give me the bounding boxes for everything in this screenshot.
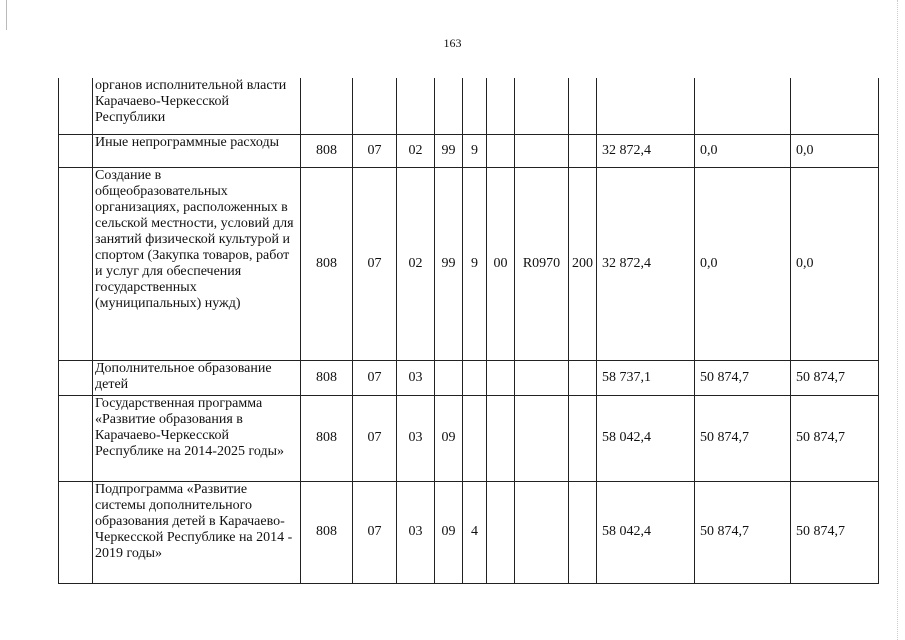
gr-cell: 808 (301, 360, 353, 395)
value2-cell: 50 874,7 (695, 395, 791, 481)
row-name: Государственная программа «Развитие образования в Карачаево-Черкесской Республике на 2014-2025 годы» (93, 395, 301, 481)
value3-cell: 50 874,7 (791, 481, 879, 583)
index-cell (59, 360, 93, 395)
row-name: Подпрограмма «Развитие системы дополнительного образования детей в Карачаево-Черкесской Республике на 2014 - 2019 годы» (93, 481, 301, 583)
value2-cell (695, 78, 791, 134)
cs2-cell (463, 395, 487, 481)
cs2-cell: 9 (463, 167, 487, 360)
cs4-cell (515, 360, 569, 395)
cs2-cell (463, 78, 487, 134)
pr-cell: 03 (397, 360, 435, 395)
index-cell (59, 167, 93, 360)
value3-cell: 50 874,7 (791, 395, 879, 481)
vr-cell (569, 134, 597, 167)
vr-cell (569, 360, 597, 395)
pr-cell: 02 (397, 134, 435, 167)
margin-mark (6, 0, 7, 30)
value2-cell: 50 874,7 (695, 481, 791, 583)
cs1-cell (435, 78, 463, 134)
value3-cell (791, 78, 879, 134)
pr-cell: 03 (397, 481, 435, 583)
pr-cell: 02 (397, 167, 435, 360)
gr-cell: 808 (301, 481, 353, 583)
cs2-cell: 4 (463, 481, 487, 583)
cs1-cell: 09 (435, 395, 463, 481)
cs4-cell (515, 481, 569, 583)
cs2-cell (463, 360, 487, 395)
rz-cell: 07 (353, 134, 397, 167)
rz-cell (353, 78, 397, 134)
row-name: Дополнительное образование детей (93, 360, 301, 395)
cs3-cell (487, 395, 515, 481)
index-cell (59, 395, 93, 481)
value1-cell: 32 872,4 (597, 167, 695, 360)
pr-cell: 03 (397, 395, 435, 481)
value1-cell (597, 78, 695, 134)
page-number: 163 (443, 36, 462, 50)
value1-cell: 58 042,4 (597, 481, 695, 583)
cs3-cell (487, 134, 515, 167)
pr-cell (397, 78, 435, 134)
cs2-cell: 9 (463, 134, 487, 167)
value2-cell: 0,0 (695, 134, 791, 167)
cs1-cell: 99 (435, 167, 463, 360)
value2-cell: 50 874,7 (695, 360, 791, 395)
gr-cell (301, 78, 353, 134)
value3-cell: 0,0 (791, 167, 879, 360)
cs3-cell (487, 481, 515, 583)
table-row (59, 395, 879, 481)
cs1-cell: 99 (435, 134, 463, 167)
rz-cell: 07 (353, 395, 397, 481)
cs4-cell (515, 78, 569, 134)
rz-cell: 07 (353, 167, 397, 360)
gr-cell: 808 (301, 167, 353, 360)
vr-cell (569, 78, 597, 134)
value1-cell: 58 737,1 (597, 360, 695, 395)
value3-cell: 0,0 (791, 134, 879, 167)
row-name: Иные непрограммные расходы (93, 134, 301, 167)
cs4-cell: R0970 (515, 167, 569, 360)
row-name: органов исполнительной власти Карачаево-Черкесской Республики (93, 78, 301, 134)
index-cell (59, 134, 93, 167)
rz-cell: 07 (353, 481, 397, 583)
table-row (59, 360, 879, 395)
gr-cell: 808 (301, 395, 353, 481)
value2-cell: 0,0 (695, 167, 791, 360)
scan-edge (897, 0, 899, 640)
table-row (59, 134, 879, 167)
cs4-cell (515, 134, 569, 167)
value3-cell: 50 874,7 (791, 360, 879, 395)
cs4-cell (515, 395, 569, 481)
row-name: Создание в общеобразовательных организациях, расположенных в сельской местности, условий для занятий физической культурой и спортом (Закупка товаров, работ и услуг для обеспечения государственных (муниципальных) нужд) (93, 167, 301, 360)
table-row (59, 78, 879, 134)
table-row (59, 167, 879, 360)
vr-cell (569, 481, 597, 583)
vr-cell (569, 395, 597, 481)
cs3-cell: 00 (487, 167, 515, 360)
vr-cell: 200 (569, 167, 597, 360)
budget-table (58, 78, 879, 584)
cs1-cell: 09 (435, 481, 463, 583)
cs3-cell (487, 360, 515, 395)
cs3-cell (487, 78, 515, 134)
rz-cell: 07 (353, 360, 397, 395)
table-row (59, 481, 879, 583)
value1-cell: 32 872,4 (597, 134, 695, 167)
cs1-cell (435, 360, 463, 395)
gr-cell: 808 (301, 134, 353, 167)
value1-cell: 58 042,4 (597, 395, 695, 481)
index-cell (59, 78, 93, 134)
index-cell (59, 481, 93, 583)
